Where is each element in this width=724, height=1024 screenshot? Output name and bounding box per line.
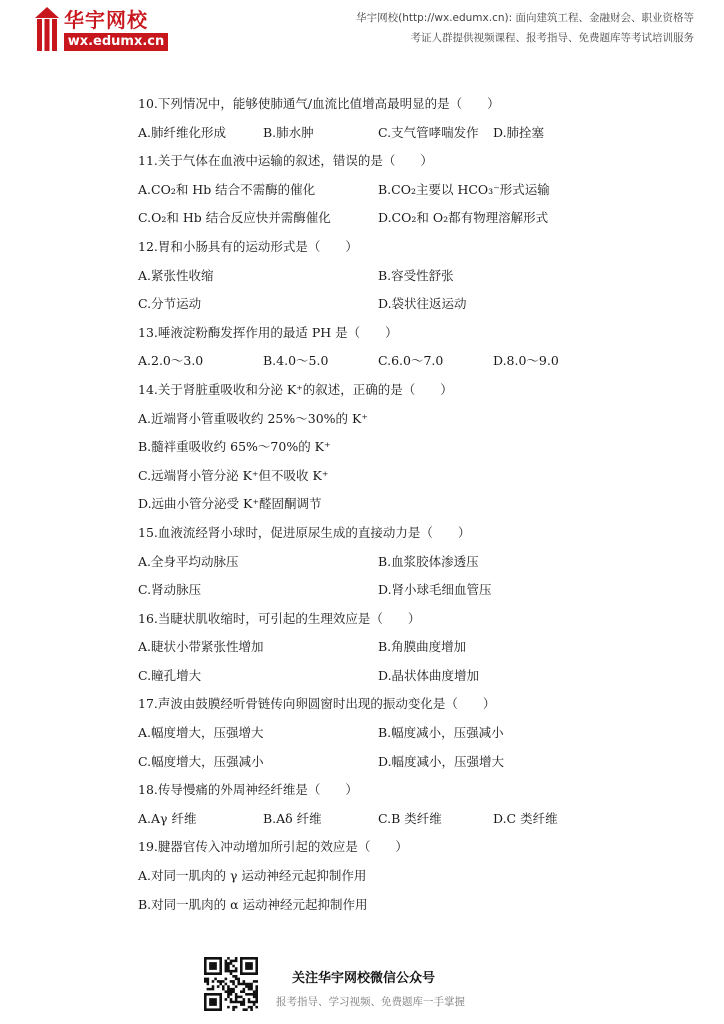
answer-option: A.对同一肌肉的 γ 运动神经元起抑制作用 <box>138 868 367 884</box>
answer-option: B.4.0～5.0 <box>263 353 329 369</box>
logo-text: 华宇网校 <box>64 8 148 32</box>
answer-option: A.幅度增大，压强增大 <box>138 725 264 741</box>
footer-title: 关注华宇网校微信公众号 <box>292 971 436 986</box>
answer-option: A.全身平均动脉压 <box>138 553 239 569</box>
answer-option: C.肾动脉压 <box>138 582 202 598</box>
answer-option: B.幅度减小，压强减小 <box>378 725 504 741</box>
header-tagline-2: 考证人群提供视频课程、报考指导、免费题库等考试培训服务 <box>410 32 694 44</box>
answer-option: C.分节运动 <box>138 296 202 312</box>
answer-option: D.袋状往返运动 <box>378 296 467 312</box>
option-row <box>138 119 588 148</box>
option-row <box>138 662 588 691</box>
answer-option: A.紧张性收缩 <box>138 267 214 283</box>
answer-option: C.幅度增大，压强减小 <box>138 753 264 769</box>
page-header <box>0 0 724 60</box>
option-row <box>138 548 588 577</box>
answer-option: C.远端肾小管分泌 K⁺但不吸收 K⁺ <box>138 467 329 483</box>
option-row <box>138 748 588 777</box>
option-row <box>138 262 588 291</box>
answer-option: D.幅度减小，压强增大 <box>378 753 505 769</box>
answer-option: C.支气管哮喘发作 <box>378 124 479 140</box>
answer-option: C.6.0～7.0 <box>378 353 444 369</box>
answer-option: D.肺拴塞 <box>493 124 545 140</box>
option-row <box>138 176 588 205</box>
question-stem: 14.关于肾脏重吸收和分泌 K⁺的叙述，正确的是（ ） <box>138 381 453 397</box>
answer-option: B.CO₂主要以 HCO₃⁻形式运输 <box>378 181 550 197</box>
question-stem: 18.传导慢痛的外周神经纤维是（ ） <box>138 782 358 798</box>
question-stem: 13.唾液淀粉酶发挥作用的最适 PH 是（ ） <box>138 324 398 340</box>
answer-option: B.肺水肿 <box>263 124 314 140</box>
question-stem: 11.关于气体在血液中运输的叙述，错误的是（ ） <box>138 153 433 169</box>
question-stem: 15.血液流经肾小球时，促进原尿生成的直接动力是（ ） <box>138 524 471 540</box>
answer-option: A.肺纤维化形成 <box>138 124 227 140</box>
option-row <box>138 633 588 662</box>
answer-option: B.容受性舒张 <box>378 267 454 283</box>
option-row <box>138 290 588 319</box>
pencil-logo-icon <box>32 6 62 52</box>
answer-option: D.8.0～9.0 <box>493 353 559 369</box>
answer-option: B.血浆胶体渗透压 <box>378 553 479 569</box>
footer-subtitle: 报考指导、学习视频、免费题库一手掌握 <box>276 996 465 1008</box>
question-stem: 10.下列情况中，能够使肺通气/血流比值增高最明显的是（ ） <box>138 96 500 111</box>
qr-code-icon[interactable] <box>204 957 258 1011</box>
logo-url: wx.edumx.cn <box>64 33 168 51</box>
answer-option: D.C 类纤维 <box>493 810 558 826</box>
question-stem: 17.声波由鼓膜经听骨链传向卵圆窗时出现的振动变化是（ ） <box>138 696 496 712</box>
option-row <box>138 204 588 233</box>
answer-option: C.瞳孔增大 <box>138 667 202 683</box>
answer-option: B.Aδ 纤维 <box>263 810 322 826</box>
answer-option: B.对同一肌肉的 α 运动神经元起抑制作用 <box>138 896 368 912</box>
option-row <box>138 347 588 376</box>
answer-option: B.髓袢重吸收约 65%～70%的 K⁺ <box>138 439 331 455</box>
header-tagline-1: 华宇网校(http://wx.edumx.cn): 面向建筑工程、金融财会、职业资格等 <box>356 12 694 24</box>
question-stem: 19.腱器官传入冲动增加所引起的效应是（ ） <box>138 839 408 855</box>
answer-option: D.远曲小管分泌受 K⁺醛固酮调节 <box>138 496 322 512</box>
answer-option: D.晶状体曲度增加 <box>378 667 480 683</box>
site-logo[interactable] <box>32 6 168 52</box>
answer-option: C.O₂和 Hb 结合反应快并需酶催化 <box>138 210 331 226</box>
answer-option: D.肾小球毛细血管压 <box>378 582 492 598</box>
option-row <box>138 719 588 748</box>
answer-option: A.2.0～3.0 <box>138 353 204 369</box>
answer-option: A.CO₂和 Hb 结合不需酶的催化 <box>138 181 316 197</box>
question-list <box>138 90 588 919</box>
answer-option: C.B 类纤维 <box>378 810 442 826</box>
page-footer <box>0 955 724 1015</box>
answer-option: D.CO₂和 O₂都有物理溶解形式 <box>378 210 549 226</box>
question-stem: 16.当睫状肌收缩时，可引起的生理效应是（ ） <box>138 610 421 626</box>
question-stem: 12.胃和小肠具有的运动形式是（ ） <box>138 238 358 254</box>
answer-option: A.Aγ 纤维 <box>138 810 197 826</box>
answer-option: A.睫状小带紧张性增加 <box>138 639 264 655</box>
answer-option: B.角膜曲度增加 <box>378 639 467 655</box>
answer-option: A.近端肾小管重吸收约 25%～30%的 K⁺ <box>138 410 368 426</box>
option-row <box>138 805 588 834</box>
option-row <box>138 576 588 605</box>
